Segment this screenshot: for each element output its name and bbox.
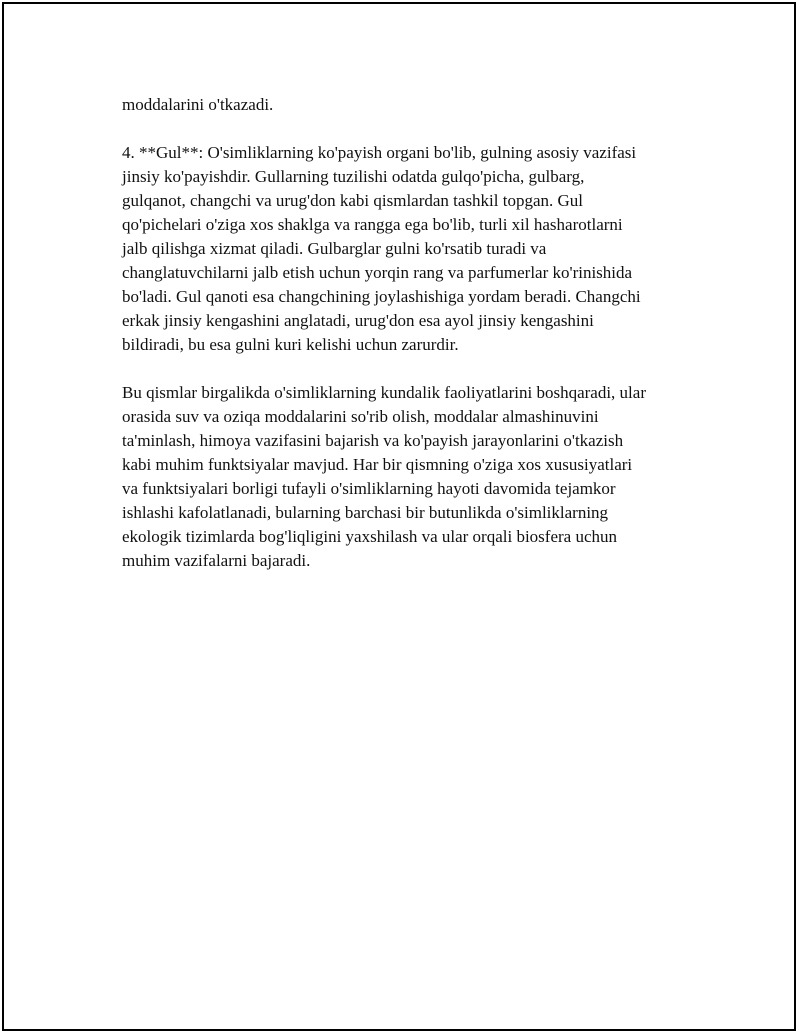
text-line: ekologik tizimlarda bog'liqligini yaxshilash va ular orqali biosfera uchun (122, 527, 618, 546)
text-line: qo'pichelari o'ziga xos shaklga va rangga ega bo'lib, turli xil hasharotlarni (122, 215, 623, 234)
text-line: bo'ladi. Gul qanoti esa changchining joylashishiga yordam beradi. Changchi (122, 287, 641, 306)
text-line: muhim vazifalarni bajaradi. (122, 551, 311, 570)
text-line: ta'minlash, himoya vazifasini bajarish va ko'payish jarayonlarini o'tkazish (122, 431, 624, 450)
text-line: jalb qilishga xizmat qiladi. Gulbarglar gulni ko'rsatib turadi va (122, 239, 547, 258)
paragraph-summary (122, 381, 694, 573)
paragraph-gul (122, 141, 694, 357)
text-line: kabi muhim funktsiyalar mavjud. Har bir qismning o'ziga xos xususiyatlari (122, 455, 633, 474)
paragraph-gap (122, 117, 694, 141)
page-frame (2, 2, 796, 1031)
document-body (122, 93, 694, 573)
text-line: bildiradi, bu esa gulni kuri kelishi uchun zarurdir. (122, 335, 459, 354)
text-line: Bu qismlar birgalikda o'simliklarning kundalik faoliyatlarini boshqaradi, ular (122, 383, 646, 402)
text-line: ishlashi kafolatlanadi, bularning barchasi bir butunlikda o'simliklarning (122, 503, 609, 522)
text-line: 4. **Gul**: O'simliklarning ko'payish organi bo'lib, gulning asosiy vazifasi (122, 143, 637, 162)
text-line: moddalarini o'tkazadi. (122, 95, 274, 114)
paragraph-continuation (122, 93, 694, 117)
text-line: gulqanot, changchi va urug'don kabi qismlardan tashkil topgan. Gul (122, 191, 584, 210)
text-line: va funktsiyalari borligi tufayli o'simliklarning hayoti davomida tejamkor (122, 479, 616, 498)
text-line: changlatuvchilarni jalb etish uchun yorqin rang va parfumerlar ko'rinishida (122, 263, 633, 282)
text-line: erkak jinsiy kengashini anglatadi, urug'don esa ayol jinsiy kengashini (122, 311, 594, 330)
text-line: orasida suv va oziqa moddalarini so'rib olish, moddalar almashinuvini (122, 407, 599, 426)
text-line: jinsiy ko'payishdir. Gullarning tuzilishi odatda gulqo'picha, gulbarg, (122, 167, 585, 186)
paragraph-gap (122, 357, 694, 381)
